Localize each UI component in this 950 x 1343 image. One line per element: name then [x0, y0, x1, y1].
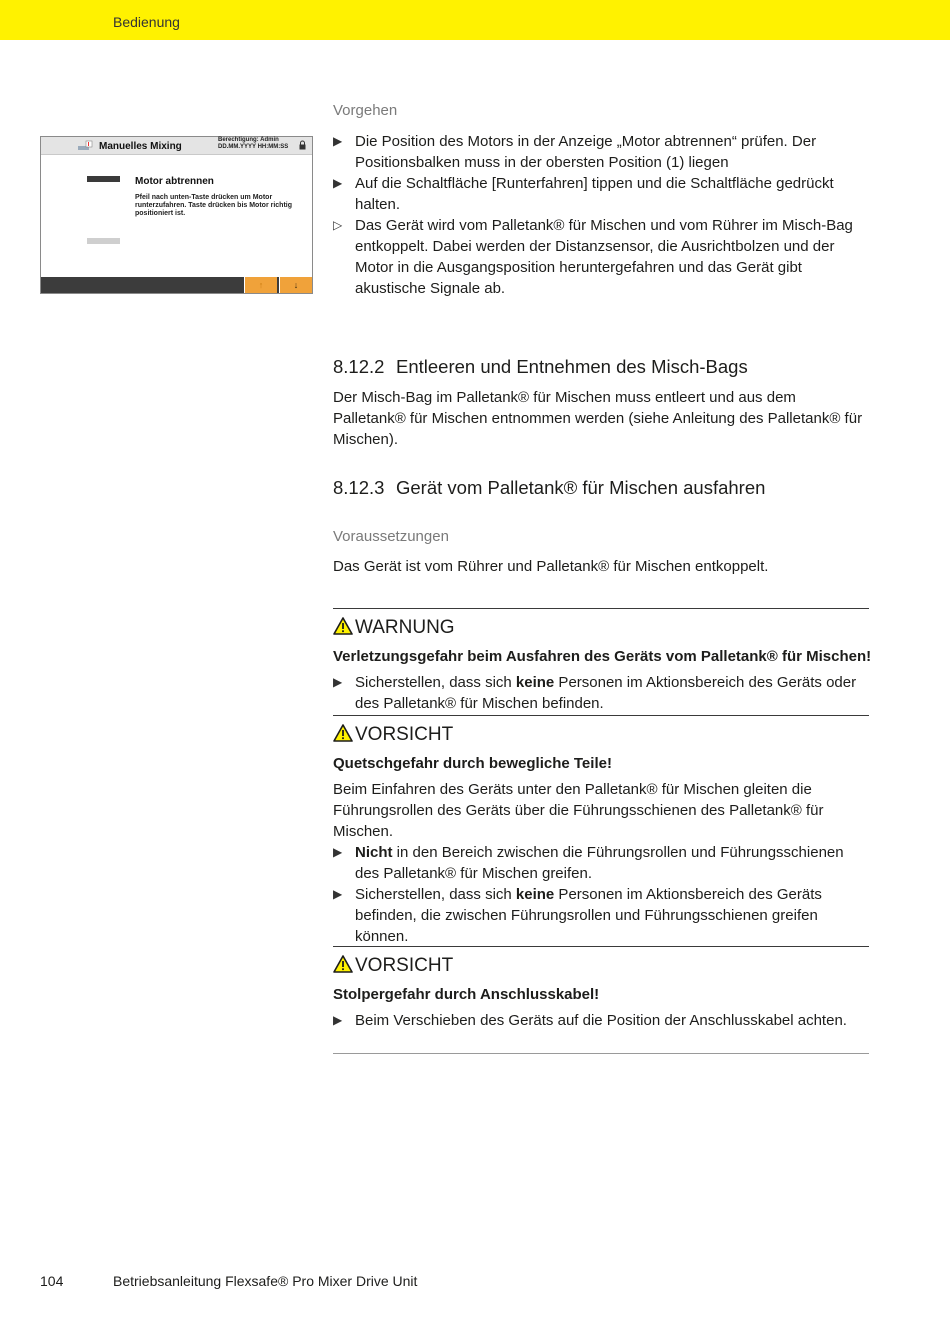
list-item: [333, 672, 869, 714]
move-down-button[interactable]: ↓: [279, 277, 312, 293]
position-bar-bottom: [87, 238, 120, 244]
arrow-right-icon: ▶: [333, 675, 343, 689]
caution1-label: VORSICHT: [355, 724, 454, 745]
warning-subtitle: Verletzungsgefahr beim Ausfahren des Geräts vom Palletank® für Mischen!: [333, 648, 872, 665]
position-bar-top: [87, 176, 120, 182]
section-heading-8123: [333, 477, 869, 499]
item-text: in den Bereich zwischen die Führungsrollen und Führungsschienen des Palletank® für Mischen greifen.: [355, 844, 844, 882]
section-title: Entleeren und Entnehmen des Misch-Bags: [396, 356, 748, 377]
permission-label: Berechtigung: Admin: [218, 137, 279, 143]
screen-titlebar: [41, 137, 312, 155]
warning-rule-bottom: [333, 715, 869, 716]
section-heading-8122: [333, 356, 869, 378]
item-text: Sicherstellen, dass sich: [355, 886, 516, 903]
page-number: 104: [40, 1273, 64, 1289]
screen-title: Manuelles Mixing: [99, 141, 182, 152]
section-number: 8.12.3: [333, 477, 385, 498]
item-emphasis: keine: [515, 886, 555, 903]
item-text: Beim Verschieben des Geräts auf die Position der Anschlusskabel achten.: [355, 1012, 847, 1029]
list-item: [333, 842, 869, 884]
procedure-list: [333, 131, 869, 299]
list-item: [333, 173, 869, 215]
mixer-logo-icon: [77, 140, 95, 151]
item-text: Sicherstellen, dass sich: [355, 674, 516, 691]
move-up-button[interactable]: ↑: [244, 277, 277, 293]
caution2-title: [333, 955, 453, 977]
caution1-rule-bottom: [333, 946, 869, 947]
arrow-right-icon: ▶: [333, 134, 343, 148]
list-item: [333, 1010, 869, 1031]
caution1-subtitle: Quetschgefahr durch bewegliche Teile!: [333, 755, 612, 772]
section-label: Bedienung: [113, 14, 180, 30]
step-text: Auf die Schaltfläche [Runterfahren] tippen und die Schaltfläche gedrückt halten.: [355, 175, 834, 213]
caution1-list: [333, 842, 869, 947]
message-title: Motor abtrennen: [135, 176, 214, 187]
section-number: 8.12.2: [333, 356, 385, 377]
screen-meta: [218, 137, 288, 151]
caution1-text: Beim Einfahren des Geräts unter den Palletank® für Mischen gleiten die Führungsrollen des Geräts über die Führungsschienen des Palletank® für Mischen.: [333, 781, 824, 840]
warning-triangle-icon: [333, 724, 353, 742]
list-item: [333, 884, 869, 947]
arrow-right-icon: ▶: [333, 176, 343, 190]
warning-triangle-icon: [333, 955, 353, 973]
caution2-list: [333, 1010, 869, 1031]
prereq-text: Das Gerät ist vom Rührer und Palletank® für Mischen entkoppelt.: [333, 558, 769, 575]
list-item: [333, 131, 869, 173]
warning-rule-top: [333, 608, 869, 609]
section-title: Gerät vom Palletank® für Mischen ausfahren: [396, 477, 766, 498]
message-text: Pfeil nach unten-Taste drücken um Motor runterzufahren. Taste drücken bis Motor richtig positioniert ist.: [135, 194, 293, 217]
list-item: [333, 215, 869, 299]
lock-icon[interactable]: [299, 140, 306, 150]
screen-mockup: [40, 136, 313, 294]
step-text: Die Position des Motors in der Anzeige „Motor abtrennen“ prüfen. Der Positionsbalken muss in der obersten Position (1) liegen: [355, 133, 817, 171]
warning-list: [333, 672, 869, 714]
arrow-right-icon: ▶: [333, 1013, 343, 1027]
header-bar: [0, 0, 950, 40]
warning-title: [333, 617, 455, 639]
caution2-label: VORSICHT: [355, 955, 454, 976]
arrow-right-icon: ▶: [333, 845, 343, 859]
item-text: Personen im Aktionsbereich des Geräts befinden, die zwischen Führungsrollen und Führungsschienen greifen können.: [355, 886, 822, 945]
datetime-label: DD.MM.YYYY HH:MM:SS: [218, 144, 289, 150]
caution1-title: [333, 724, 453, 746]
warning-triangle-icon: [333, 617, 353, 635]
footer-title: Betriebsanleitung Flexsafe® Pro Mixer Drive Unit: [113, 1273, 418, 1289]
caution2-subtitle: Stolpergefahr durch Anschlusskabel!: [333, 986, 600, 1003]
arrow-outline-icon: ▷: [333, 218, 343, 232]
section-8122-text: Der Misch-Bag im Palletank® für Mischen muss entleert und aus dem Palletank® für Mischen entnommen werden (siehe Anleitung des Palletank® für Mischen).: [333, 389, 863, 448]
step-text: Das Gerät wird vom Palletank® für Mischen und vom Rührer im Misch-Bag entkoppelt. Dabei werden der Distanzsensor, die Ausrichtbolzen und der Motor in die Ausgangsposition heruntergefahren und das Gerät gibt akustische Signale ab.: [355, 217, 853, 297]
warning-label: WARNUNG: [355, 617, 455, 638]
prereq-heading: Voraussetzungen: [333, 528, 449, 545]
item-emphasis: Nicht: [355, 844, 393, 861]
caution2-rule-bottom: [333, 1053, 869, 1054]
item-emphasis: keine: [515, 674, 555, 691]
procedure-heading: Vorgehen: [333, 102, 398, 119]
item-text: Personen im Aktionsbereich des Geräts oder des Palletank® für Mischen befinden.: [355, 674, 857, 712]
arrow-right-icon: ▶: [333, 887, 343, 901]
